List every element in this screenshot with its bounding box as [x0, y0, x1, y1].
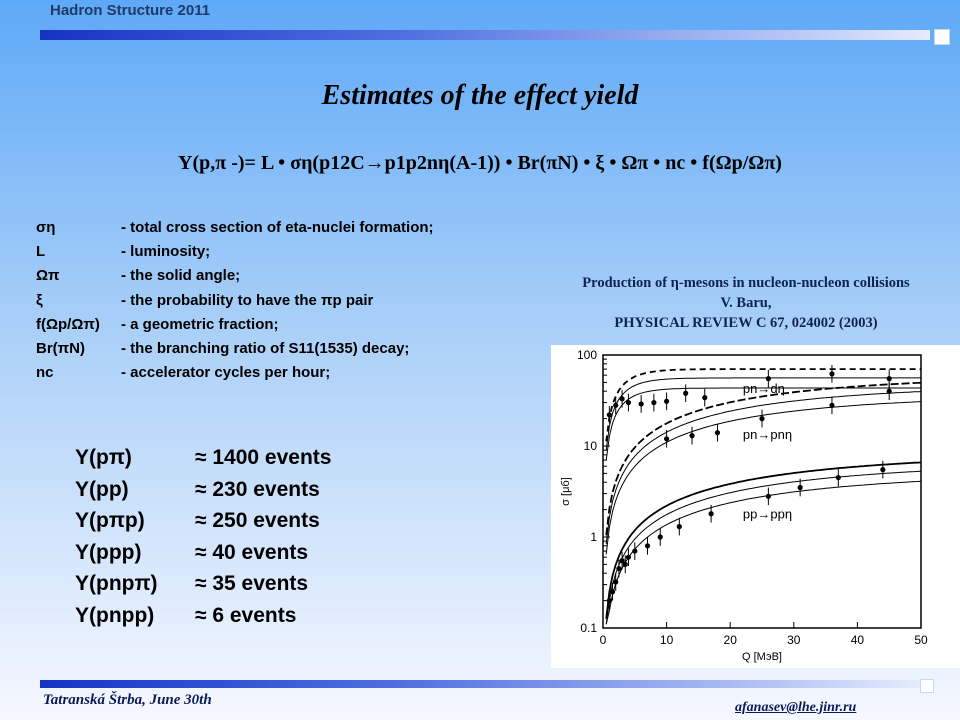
result-label: Y(pπp): [75, 509, 145, 532]
result-row: [75, 568, 331, 600]
definition-symbol: L: [36, 243, 46, 261]
data-point: [626, 555, 631, 560]
x-tick-label: 10: [659, 633, 674, 647]
definition-symbol: f(Ωp/Ωπ): [36, 315, 100, 333]
result-label: Y(pp): [75, 477, 129, 501]
data-point: [798, 485, 803, 490]
theory-curve: [606, 471, 921, 624]
definition-symbol: ξ: [36, 291, 43, 309]
plot-svg: [551, 345, 960, 668]
data-point: [887, 389, 892, 394]
data-point: [715, 430, 720, 435]
header-bar: [40, 30, 930, 40]
x-tick-label: 20: [723, 633, 737, 647]
reference-journal: PHYSICAL REVIEW C 67, 024002 (2003): [614, 315, 878, 331]
data-point: [626, 400, 631, 405]
data-point: [664, 399, 669, 404]
definitions-list: [36, 216, 434, 385]
result-value: ≈ 35 events: [195, 572, 309, 595]
definition-row: [36, 264, 434, 288]
definition-text: - luminosity;: [121, 243, 211, 261]
reference-caption: [520, 273, 960, 333]
y-axis-label: σ [μб]: [560, 477, 572, 506]
data-point: [709, 511, 714, 516]
data-point: [619, 396, 624, 401]
data-point: [887, 376, 892, 381]
data-point: [829, 371, 834, 376]
definition-text: - accelerator cycles per hour;: [121, 364, 331, 382]
conference-name: Hadron Structure 2011: [50, 2, 211, 19]
result-row: [75, 505, 331, 537]
series-label: pn→pnη: [742, 426, 793, 442]
footer-place: Tatranská Štrba, June 30th: [43, 692, 212, 708]
results-list: [75, 442, 331, 631]
series-label: pn→dη: [742, 381, 785, 397]
data-point: [613, 403, 618, 408]
definition-symbol: Br(πN): [36, 340, 85, 358]
data-point: [651, 400, 656, 405]
data-point: [607, 598, 612, 603]
result-value: ≈ 6 events: [195, 603, 297, 627]
x-axis-label: Q [МэВ]: [742, 651, 782, 663]
data-point: [829, 403, 834, 408]
y-tick-label: 1: [590, 530, 597, 544]
result-value: ≈ 40 events: [195, 540, 309, 564]
definition-row: [36, 289, 434, 313]
formula-text: Y(p,π -)= L • ση(p12C→p1p2nη(A-1)) • Br(πN) • ξ • Ωπ • nc • f(Ωp/Ωπ): [178, 152, 782, 174]
data-point: [616, 566, 621, 571]
definition-row: [36, 361, 434, 385]
x-tick-label: 50: [914, 633, 928, 647]
x-tick-label: 40: [850, 633, 865, 647]
result-row: [75, 600, 331, 632]
definition-symbol: Ωπ: [36, 267, 60, 285]
series-label: pp→ppη: [742, 506, 793, 522]
data-point: [632, 548, 637, 553]
data-point: [658, 534, 663, 539]
data-point: [689, 433, 694, 438]
data-point: [664, 436, 669, 441]
data-point: [645, 543, 650, 548]
data-point: [880, 467, 885, 472]
yield-formula: [0, 152, 960, 175]
definition-text: - the probability to have the πp pair: [121, 291, 374, 309]
result-label: Y(pπ): [75, 446, 132, 469]
footer-bar: [40, 680, 920, 688]
definition-text: - the solid angle;: [121, 267, 241, 285]
data-point: [623, 562, 628, 567]
definition-text: - total cross section of eta-nuclei formation;: [121, 219, 434, 236]
result-label: Y(ppp): [75, 540, 142, 564]
data-point: [702, 395, 707, 400]
result-value: ≈ 250 events: [195, 509, 320, 532]
result-row: [75, 537, 331, 569]
result-row: [75, 442, 331, 474]
reference-author: V. Baru,: [720, 295, 772, 311]
definition-row: [36, 337, 434, 361]
reference-title: Production of η-mesons in nucleon-nucleon collisions: [582, 275, 910, 291]
result-value: ≈ 1400 events: [195, 446, 332, 469]
y-tick-label: 10: [583, 439, 597, 453]
data-point: [613, 579, 618, 584]
data-point: [607, 412, 612, 417]
data-point: [639, 401, 644, 406]
slide-title: Estimates of the effect yield: [321, 80, 639, 111]
definition-row: [36, 216, 434, 240]
definition-symbol: ση: [36, 219, 56, 236]
data-point: [610, 589, 615, 594]
data-point: [759, 416, 764, 421]
y-tick-label: 0.1: [580, 621, 597, 635]
data-point: [677, 524, 682, 529]
x-tick-label: 30: [787, 633, 801, 647]
result-row: [75, 474, 331, 506]
cross-section-plot: [551, 345, 960, 668]
result-label: Y(pnpπ): [75, 572, 158, 595]
x-tick-label: 0: [599, 633, 607, 647]
data-point: [766, 494, 771, 499]
definition-symbol: nc: [36, 364, 54, 382]
y-tick-label: 100: [576, 348, 597, 362]
result-value: ≈ 230 events: [195, 477, 320, 501]
result-label: Y(pnpp): [75, 603, 155, 627]
footer-email-link[interactable]: afanasev@lhe.jinr.ru: [735, 700, 857, 715]
definition-text: - a geometric fraction;: [121, 315, 279, 333]
definition-text: - the branching ratio of S11(1535) decay;: [121, 340, 410, 358]
data-point: [683, 391, 688, 396]
definition-row: [36, 240, 434, 264]
footer-square: [920, 679, 934, 693]
data-point: [836, 475, 841, 480]
header-square: [934, 29, 950, 45]
theory-curve: [606, 481, 921, 624]
definition-row: [36, 313, 434, 337]
